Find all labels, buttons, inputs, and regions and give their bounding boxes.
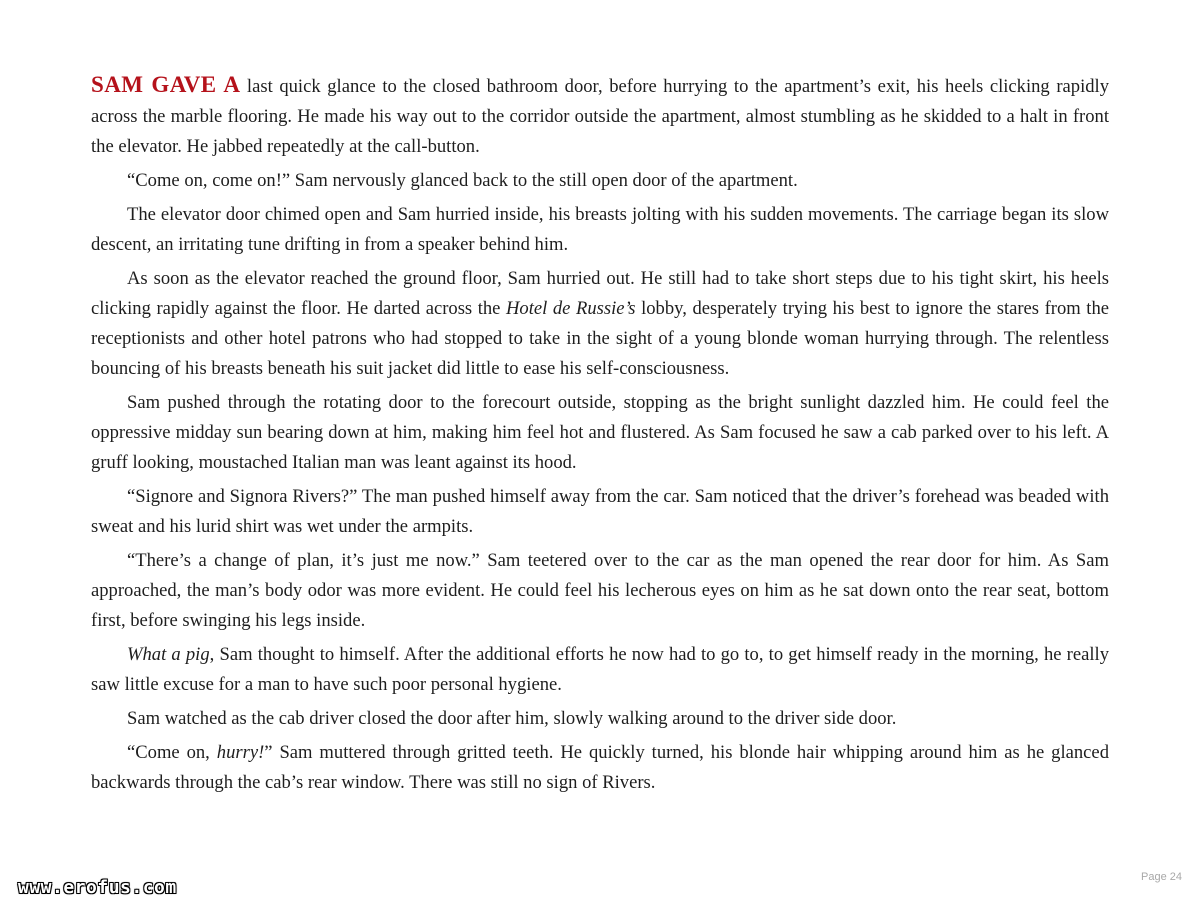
page-number: Page 24 [1141, 871, 1182, 883]
opening-lead-words: SAM GAVE A [91, 72, 241, 97]
paragraph-4-before: As soon as the elevator reached the ground floor, Sam hurried out. He still had to take short steps due to his tight skirt, his heels clicking rapidly against the floor. He darted across the [91, 267, 1109, 319]
hurry-italic: hurry! [216, 741, 265, 763]
paragraph-7: “There’s a change of plan, it’s just me now.” Sam teetered over to the car as the man opened the rear door for him. As Sam approached, the man’s body odor was more evident. He could feel his lecherous eyes on him as he sat down onto the rear seat, bottom first, before swinging his legs inside. [91, 550, 1109, 632]
hotel-name-italic: Hotel de Russie’s [506, 297, 636, 319]
paragraph-9: Sam watched as the cab driver closed the door after him, slowly walking around to the driver side door. [127, 708, 897, 730]
paragraph-1 [91, 70, 1109, 163]
paragraph-4 [91, 264, 1109, 385]
thought-italic: What a pig [127, 644, 210, 666]
paragraph-4-after: lobby, desperately trying his best to ignore the stares from the receptionists and other hotel patrons who had stopped to take in the sight of a young blonde woman hurrying through. The relentless bouncing of his breasts beneath his suit jacket did little to ease his self-consciousness. [91, 297, 1110, 380]
site-watermark: www.erofus.com [18, 877, 177, 898]
paragraph-5: Sam pushed through the rotating door to the forecourt outside, stopping as the bright sunlight dazzled him. He could feel the oppressive midday sun bearing down at him, making him feel hot and flustered. As Sam focused he saw a cab parked over to his left. A gruff looking, moustached Italian man was leant against its hood. [91, 392, 1109, 474]
story-text [91, 70, 1109, 802]
paragraph-2: “Come on, come on!” Sam nervously glanced back to the still open door of the apartment. [127, 170, 798, 192]
paragraph-10 [91, 738, 1109, 798]
paragraph-8 [91, 640, 1109, 700]
paragraph-8-after: , Sam thought to himself. After the additional efforts he now had to go to, to get himself ready in the morning, he really saw little excuse for a man to have such poor personal hygiene. [91, 644, 1109, 696]
paragraph-1-text: last quick glance to the closed bathroom door, before hurrying to the apartment’s exit, his heels clicking rapidly across the marble flooring. He made his way out to the corridor outside the apartment, almost stumbling as he skidded to a halt in front the elevator. He jabbed repeatedly at the call-button. [91, 76, 1109, 158]
paragraph-10-after: ” Sam muttered through gritted teeth. He quickly turned, his blonde hair whipping around him as he glanced backwards through the cab’s rear window. There was still no sign of Rivers. [91, 741, 1109, 793]
paragraph-6: “Signore and Signora Rivers?” The man pushed himself away from the car. Sam noticed that the driver’s forehead was beaded with sweat and his lurid shirt was wet under the armpits. [91, 486, 1109, 538]
paragraph-3: The elevator door chimed open and Sam hurried inside, his breasts jolting with his sudden movements. The carriage began its slow descent, an irritating tune drifting in from a speaker behind him. [91, 203, 1109, 256]
paragraph-10-before: “Come on, [127, 741, 217, 763]
